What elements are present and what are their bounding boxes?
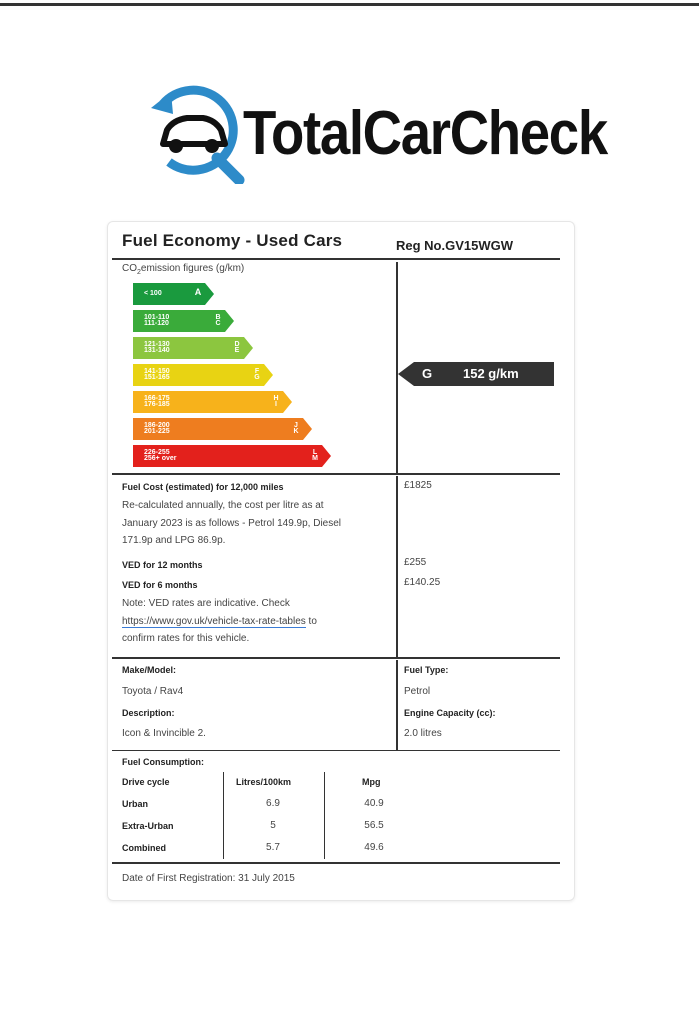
ved-12-label: VED for 12 months — [122, 560, 203, 570]
fuel-type-label: Fuel Type: — [404, 665, 449, 675]
band-range: < 100 — [144, 290, 162, 297]
rating-pointer — [398, 362, 554, 386]
fuel-consumption-label: Fuel Consumption: — [122, 757, 204, 767]
registration-number: Reg No.GV15WGW — [396, 238, 514, 253]
fuel-cost-note: Re-calculated annually, the cost per litre as at January 2023 is as follows - Petrol 149.9p, Diesel 171.9p and LPG 86.9p. — [122, 500, 342, 546]
band-letter: L M — [312, 449, 318, 462]
engine-capacity-value: 2.0 litres — [404, 728, 442, 739]
description-label: Description: — [122, 708, 175, 718]
fuel-type-value: Petrol — [404, 686, 431, 697]
band-range: 101-110 111-120 — [144, 314, 170, 327]
band-letter: F G — [254, 368, 260, 381]
band-letter: A — [194, 287, 202, 297]
band-range: 226-255 256+ over — [144, 449, 177, 462]
divider — [396, 660, 398, 750]
ved-note: Note: VED rates are indicative. Check https://www.gov.uk/vehicle-tax-rate-tables to confirm rates for this vehicle. — [122, 598, 317, 644]
card-title: Fuel Economy - Used Cars — [122, 231, 343, 250]
table-header-cycle: Drive cycle — [122, 777, 170, 787]
rating-value: 152 g/km — [463, 366, 519, 381]
divider — [112, 657, 560, 659]
divider — [112, 862, 560, 864]
divider — [396, 476, 398, 657]
band-letter: H I — [273, 395, 279, 408]
row-litres: 6.9 — [266, 798, 280, 809]
emission-band — [133, 391, 292, 413]
ved-6-label: VED for 6 months — [122, 580, 198, 590]
divider — [112, 473, 560, 475]
total-car-check-logo — [143, 84, 607, 184]
band-letter: J K — [293, 422, 299, 435]
row-cycle: Combined — [122, 843, 166, 853]
band-range: 186-200 201-225 — [144, 422, 170, 435]
emission-band — [133, 445, 331, 467]
vehicle-tax-link[interactable]: https://www.gov.uk/vehicle-tax-rate-tables — [122, 615, 306, 627]
row-litres: 5 — [270, 820, 276, 831]
emission-band — [133, 283, 214, 305]
row-mpg: 40.9 — [364, 798, 384, 809]
description-value: Icon & Invincible 2. — [122, 728, 206, 739]
engine-capacity-label: Engine Capacity (cc): — [404, 708, 496, 718]
emission-band — [133, 364, 273, 386]
band-range: 121-130 131-140 — [144, 341, 170, 354]
emission-band — [133, 310, 234, 332]
make-model-value: Toyota / Rav4 — [122, 686, 184, 697]
table-header-litres: Litres/100km — [236, 777, 292, 787]
fuel-cost-label: Fuel Cost (estimated) for 12,000 miles — [122, 482, 284, 492]
divider — [324, 772, 325, 859]
logo-text: TotalCarCheck — [243, 99, 607, 168]
ved-12-value: £255 — [404, 557, 427, 568]
rating-letter: G — [422, 366, 433, 381]
divider — [112, 750, 560, 751]
band-range: 166-175 176-185 — [144, 395, 170, 408]
fuel-cost-value: £1825 — [404, 480, 432, 491]
divider — [223, 772, 224, 859]
divider — [112, 258, 560, 260]
co2-label: $CO_2emission$ figures (g/km) — [122, 263, 245, 276]
band-range: 141-150 151-165 — [144, 368, 170, 381]
top-border — [0, 3, 699, 6]
first-registration-date: Date of First Registration: 31 July 2015 — [122, 873, 295, 884]
row-mpg: 49.6 — [364, 842, 384, 853]
band-letter: B C — [215, 314, 221, 327]
row-cycle: Extra-Urban — [122, 821, 174, 831]
table-header-mpg: Mpg — [362, 777, 381, 787]
ved-6-value: £140.25 — [404, 577, 441, 588]
car-magnifier-icon — [143, 84, 253, 184]
row-cycle: Urban — [122, 799, 149, 809]
emission-band — [133, 418, 312, 440]
band-letter: D E — [234, 341, 240, 354]
row-litres: 5.7 — [266, 842, 280, 853]
make-model-label: Make/Model: — [122, 665, 177, 675]
row-mpg: 56.5 — [364, 820, 384, 831]
emission-band — [133, 337, 253, 359]
